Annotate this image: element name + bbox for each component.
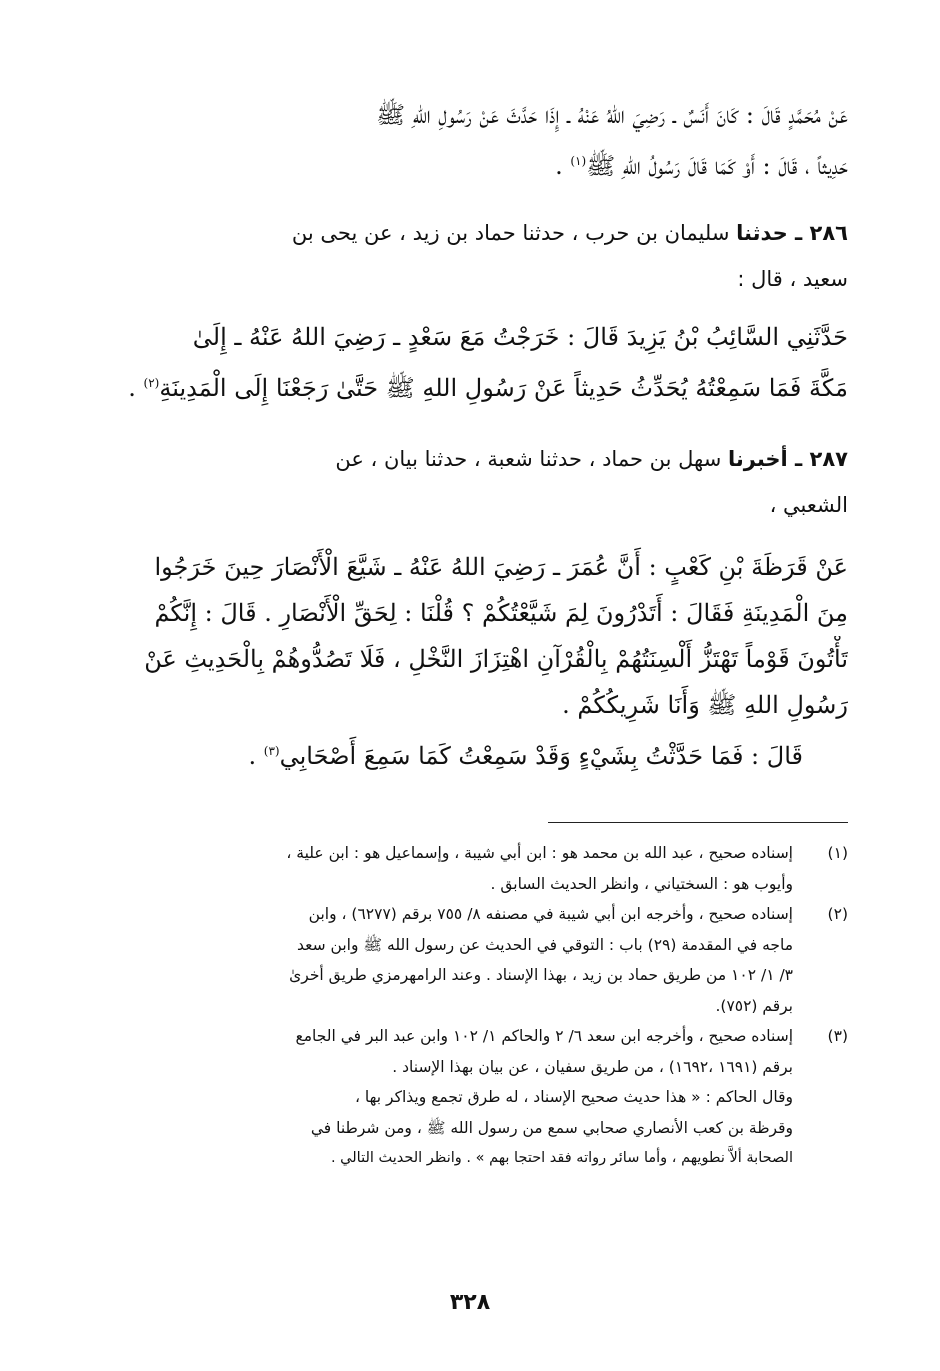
footnote-ref-1[interactable]: (١) bbox=[570, 154, 587, 168]
chain-line bbox=[72, 210, 848, 256]
footnote-line: وقرظة بن كعب الأنصاري صحابي سمع من رسول الله ﷺ ، ومن شرطنا في bbox=[310, 1118, 793, 1137]
text-line bbox=[72, 138, 848, 189]
hadith-285-text bbox=[72, 92, 848, 189]
text-line bbox=[72, 728, 848, 779]
text-line: حَدَّثَنِي السَّائِبُ بْنُ يَزِيدَ قَالَ : خَرَجْتُ مَعَ سَعْدٍ ـ رَضِيَ اللهُ عَنْهُ ـ إِلَىٰ bbox=[192, 323, 848, 351]
hadith-287-text bbox=[72, 544, 848, 779]
footnote-1 bbox=[72, 838, 848, 899]
number-dash: ـ bbox=[787, 221, 810, 245]
text-line bbox=[72, 360, 848, 411]
footnote-line: إسناده صحيح ، وأخرجه ابن أبي شيبة في مصنفه ٨/ ٧٥٥ برقم (٦٢٧٧) ، وابن bbox=[308, 905, 793, 923]
text-line: تَأْتُونَ قَوْماً تَهْتَزُّ أَلْسِنَتُهُمْ بِالْقُرْآنِ اهْتِزَازَ النَّخْلِ ، فَلَا تَصُدُّوهُمْ بِالْحَدِيثِ عَنْ bbox=[144, 645, 848, 673]
text-line: عَنْ قَرَظَةَ بْنِ كَعْبٍ : أَنَّ عُمَرَ ـ رَضِيَ اللهُ عَنْهُ ـ شَيَّعَ الْأَنْصَارَ حِينَ خَرَجُوا bbox=[154, 553, 848, 581]
footnote-ref-2[interactable]: (٢) bbox=[143, 376, 160, 390]
hadith-number: ٢٨٦ bbox=[809, 221, 848, 245]
footnote-mark: (٢) bbox=[827, 905, 848, 923]
text-line: عَنْ مُحَمَّدٍ قَالَ : كَانَ أَنَسٌ ـ رَضِيَ اللهُ عَنْهُ ـ إِذَا حَدَّثَ عَنْ رَسُولِ اللهِ ﷺ bbox=[376, 101, 848, 129]
text-span: حَدِيثاً ، قَالَ : أَوْ كَمَا قَالَ رَسُولُ اللهِ ﷺ bbox=[586, 152, 848, 180]
number-dash: ـ bbox=[787, 447, 810, 471]
footnote-line: وأيوب هو : السختياني ، وانظر الحديث السابق . bbox=[490, 874, 793, 893]
footnote-2 bbox=[72, 899, 848, 1021]
text-span: قَالَ : فَمَا حَدَّثْتُ بِشَيْءٍ وَقَدْ سَمِعْتُ كَمَا سَمِعَ أَصْحَابِي bbox=[279, 742, 803, 770]
chain-line: الشعبي ، bbox=[769, 493, 848, 517]
chain-text: سهل بن حماد ، حدثنا شعبة ، حدثنا بيان ، عن bbox=[335, 447, 728, 471]
text-span: مَكَّةَ فَمَا سَمِعْتُهُ يُحَدِّثُ حَدِيثاً عَنْ رَسُولِ اللهِ ﷺ حَتَّىٰ رَجَعْنَا إِلَى الْمَدِينَةِ bbox=[159, 374, 848, 402]
footnote-mark: (٣) bbox=[827, 1027, 848, 1045]
footnote-line: إسناده صحيح ، عبد الله بن محمد هو : ابن أبي شيبة ، وإسماعيل هو : ابن علية ، bbox=[286, 844, 793, 862]
chain-lead-word: حدثنا bbox=[736, 221, 788, 245]
footnote-line: برقم (١٦٩١ ،١٦٩٢) ، من طريق سفيان ، عن بيان بهذا الإسناد . bbox=[392, 1057, 793, 1076]
footnote-line: وقال الحاكم : « هذا حديث صحيح الإسناد ، له طرق تجمع ويذاكر بها ، bbox=[354, 1088, 793, 1106]
line-end: . bbox=[555, 152, 571, 180]
page-number: ٣٢٨ bbox=[449, 1290, 491, 1315]
footnote-line: إسناده صحيح ، وأخرجه ابن سعد ٦/ ٢ والحاكم ١/ ١٠٢ وابن عبد البر في الجامع bbox=[295, 1027, 793, 1045]
hadith-number: ٢٨٧ bbox=[809, 447, 848, 471]
hadith-286-chain bbox=[72, 210, 848, 302]
chain-line bbox=[72, 436, 848, 482]
text-line: مِنَ الْمَدِينَةِ فَقَالَ : أَتَدْرُونَ لِمَ شَيَّعْتُكُمْ ؟ قُلْنَا : لِحَقِّ الْأَنْصَارِ . قَالَ : إِنَّكُمْ bbox=[154, 599, 848, 627]
chain-lead-word: أخبرنا bbox=[727, 447, 788, 471]
hadith-287-chain bbox=[72, 436, 848, 528]
footnote-line: برقم (٧٥٢). bbox=[715, 996, 793, 1015]
footnote-line: ٣/ ١/ ١٠٢ من طريق حماد بن زيد ، بهذا الإسناد . وعند الرامهرمزي طريق أخرىٰ bbox=[289, 966, 793, 984]
footnote-ref-3[interactable]: (٣) bbox=[263, 744, 280, 758]
chain-text: سليمان بن حرب ، حدثنا حماد بن زيد ، عن يحى بن bbox=[291, 221, 737, 245]
chain-line: سعيد ، قال : bbox=[737, 267, 848, 291]
footnotes bbox=[72, 838, 848, 1174]
footnote-line: ماجه في المقدمة (٢٩) باب : التوقي في الحديث عن رسول الله ﷺ وابن سعد bbox=[297, 935, 793, 954]
hadith-286-text bbox=[72, 314, 848, 411]
text-line: رَسُولِ اللهِ ﷺ وَأَنَا شَرِيكُكُمْ . bbox=[562, 691, 848, 719]
footnote-divider bbox=[548, 822, 848, 823]
line-end: . bbox=[248, 742, 264, 770]
footnote-mark: (١) bbox=[827, 844, 848, 862]
footnote-line: الصحابة ألاَّ نطويهم ، وأما سائر رواته فقد احتجا بهم » . وانظر الحديث التالي . bbox=[330, 1150, 793, 1166]
line-end: . bbox=[128, 374, 144, 402]
footnote-3 bbox=[72, 1021, 848, 1174]
